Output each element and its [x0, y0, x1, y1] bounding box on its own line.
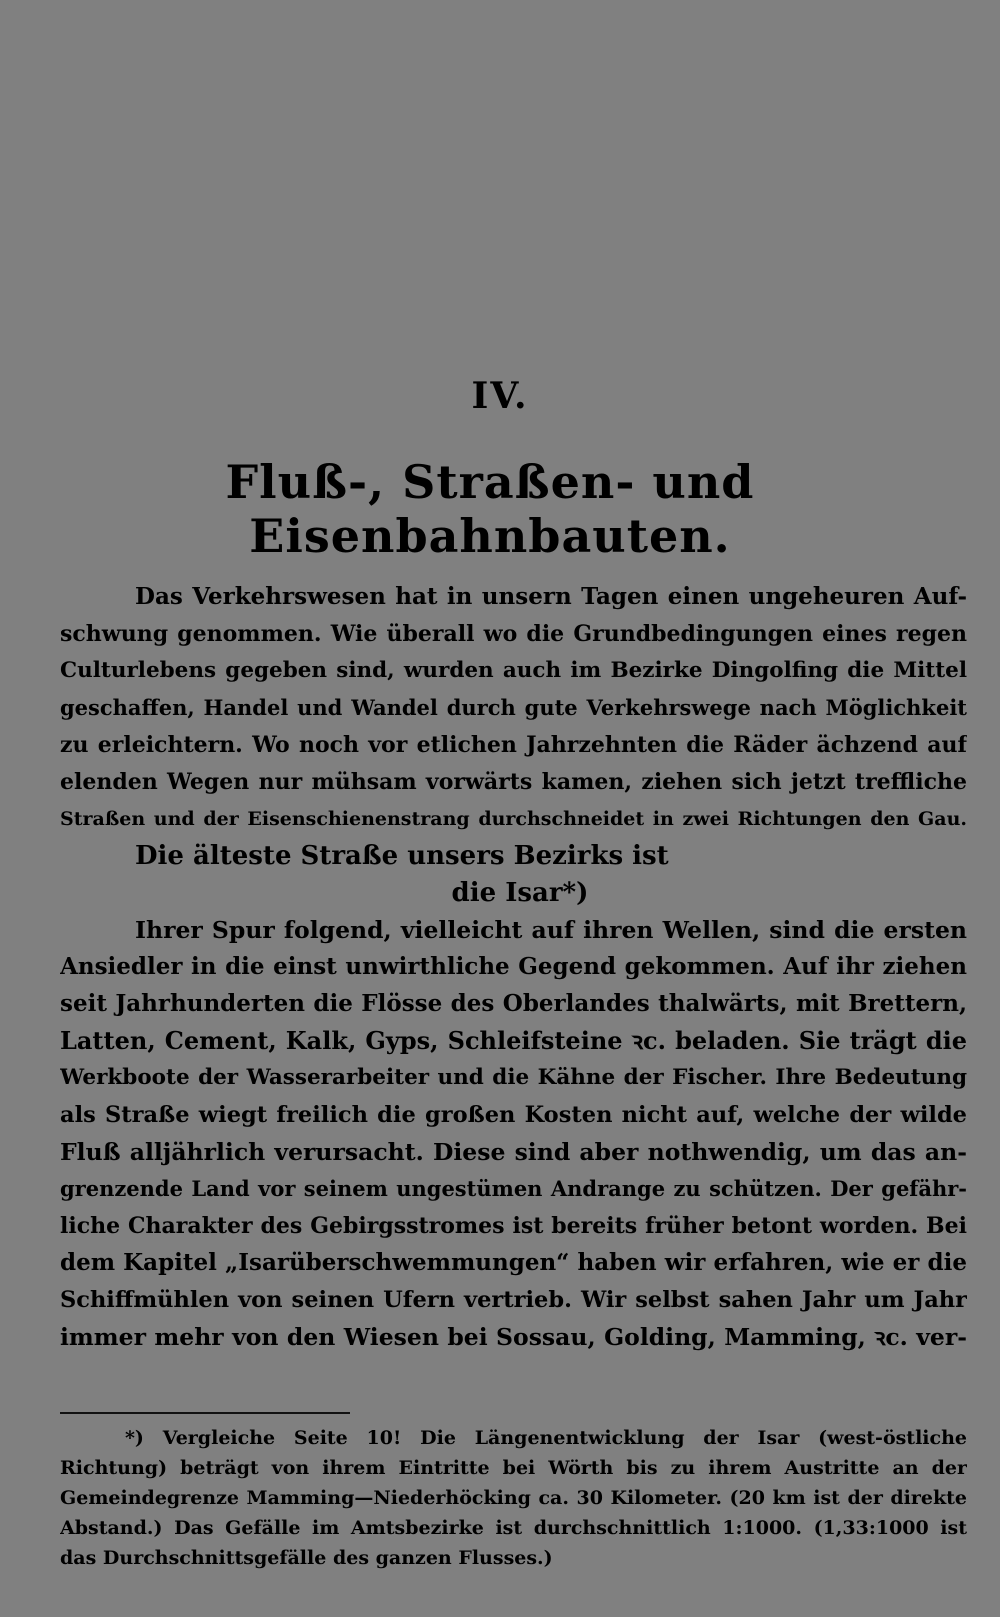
- footnote-line: Richtung) beträgt von ihrem Eintritte bei Wörth bis zu ihrem Austritte an der: [60, 1457, 967, 1479]
- body-line: seit Jahrhunderten die Flösse des Oberlandes thalwärts, mit Brettern,: [60, 990, 967, 1017]
- footnote-divider: [60, 1412, 350, 1414]
- body-line: Werkboote der Wasserarbeiter und die Kähne der Fischer. Ihre Bedeutung: [60, 1065, 967, 1090]
- body-line: Straßen und der Eisenschienenstrang durchschneidet in zwei Richtungen den Gau.: [60, 808, 967, 830]
- section-heading: [0, 878, 1000, 908]
- body-line: Schiffmühlen von seinen Ufern vertrieb. Wir selbst sahen Jahr um Jahr: [60, 1287, 967, 1313]
- body-line: elenden Wegen nur mühsam vorwärts kamen, ziehen sich jetzt treffliche: [60, 769, 967, 795]
- body-line: Ihrer Spur folgend, vielleicht auf ihren Wellen, sind die ersten: [135, 916, 967, 944]
- body-line: zu erleichtern. Wo noch vor etlichen Jahrzehnten die Räder ächzend auf: [60, 732, 967, 758]
- body-line: Die älteste Straße unsers Bezirks ist: [135, 841, 669, 871]
- body-line: Latten, Cement, Kalk, Gyps, Schleifsteine ꝛc. beladen. Sie trägt die: [60, 1026, 967, 1055]
- body-line: dem Kapitel „Isarüberschwemmungen“ haben wir erfahren, wie er die: [60, 1249, 967, 1276]
- body-line: grenzende Land vor seinem ungestümen Andrange zu schützen. Der gefähr-: [60, 1176, 967, 1201]
- body-line: Ansiedler in die einst unwirthliche Gegend gekommen. Auf ihr ziehen: [60, 953, 967, 980]
- body-line: liche Charakter des Gebirgsstromes ist bereits früher betont worden. Bei: [60, 1213, 967, 1239]
- chapter-title: Fluß-, Straßen- und Eisenbahnbauten.: [225, 455, 755, 563]
- footnote-line: das Durchschnittsgefälle des ganzen Flusses.): [60, 1547, 553, 1569]
- body-line: immer mehr von den Wiesen bei Sossau, Golding, Mamming, ꝛc. ver-: [60, 1323, 967, 1351]
- body-line: Culturlebens gegeben sind, wurden auch im Bezirke Dingolfing die Mittel: [60, 658, 967, 683]
- footnote-line: *) Vergleiche Seite 10! Die Längenentwicklung der Isar (west-östliche: [125, 1427, 967, 1449]
- footnote-line: Abstand.) Das Gefälle im Amtsbezirke ist durchschnittlich 1:1000. (1,33:1000 ist: [60, 1517, 967, 1539]
- footnote-line: Gemeindegrenze Mamming—Niederhöcking ca. 30 Kilometer. (20 km ist der direkte: [60, 1487, 967, 1509]
- body-line: Fluß alljährlich verursacht. Diese sind aber nothwendig, um das an-: [60, 1138, 967, 1166]
- body-line: Das Verkehrswesen hat in unsern Tagen einen ungeheuren Auf-: [135, 583, 967, 610]
- chapter-number: IV.: [471, 375, 529, 417]
- body-line: als Straße wiegt freilich die großen Kosten nicht auf, welche der wilde: [60, 1102, 967, 1128]
- body-line: schwung genommen. Wie überall wo die Grundbedingungen eines regen: [60, 621, 967, 647]
- body-line: geschaffen, Handel und Wandel durch gute Verkehrswege nach Möglichkeit: [60, 695, 967, 720]
- section-heading-text: die Isar*): [451, 878, 589, 908]
